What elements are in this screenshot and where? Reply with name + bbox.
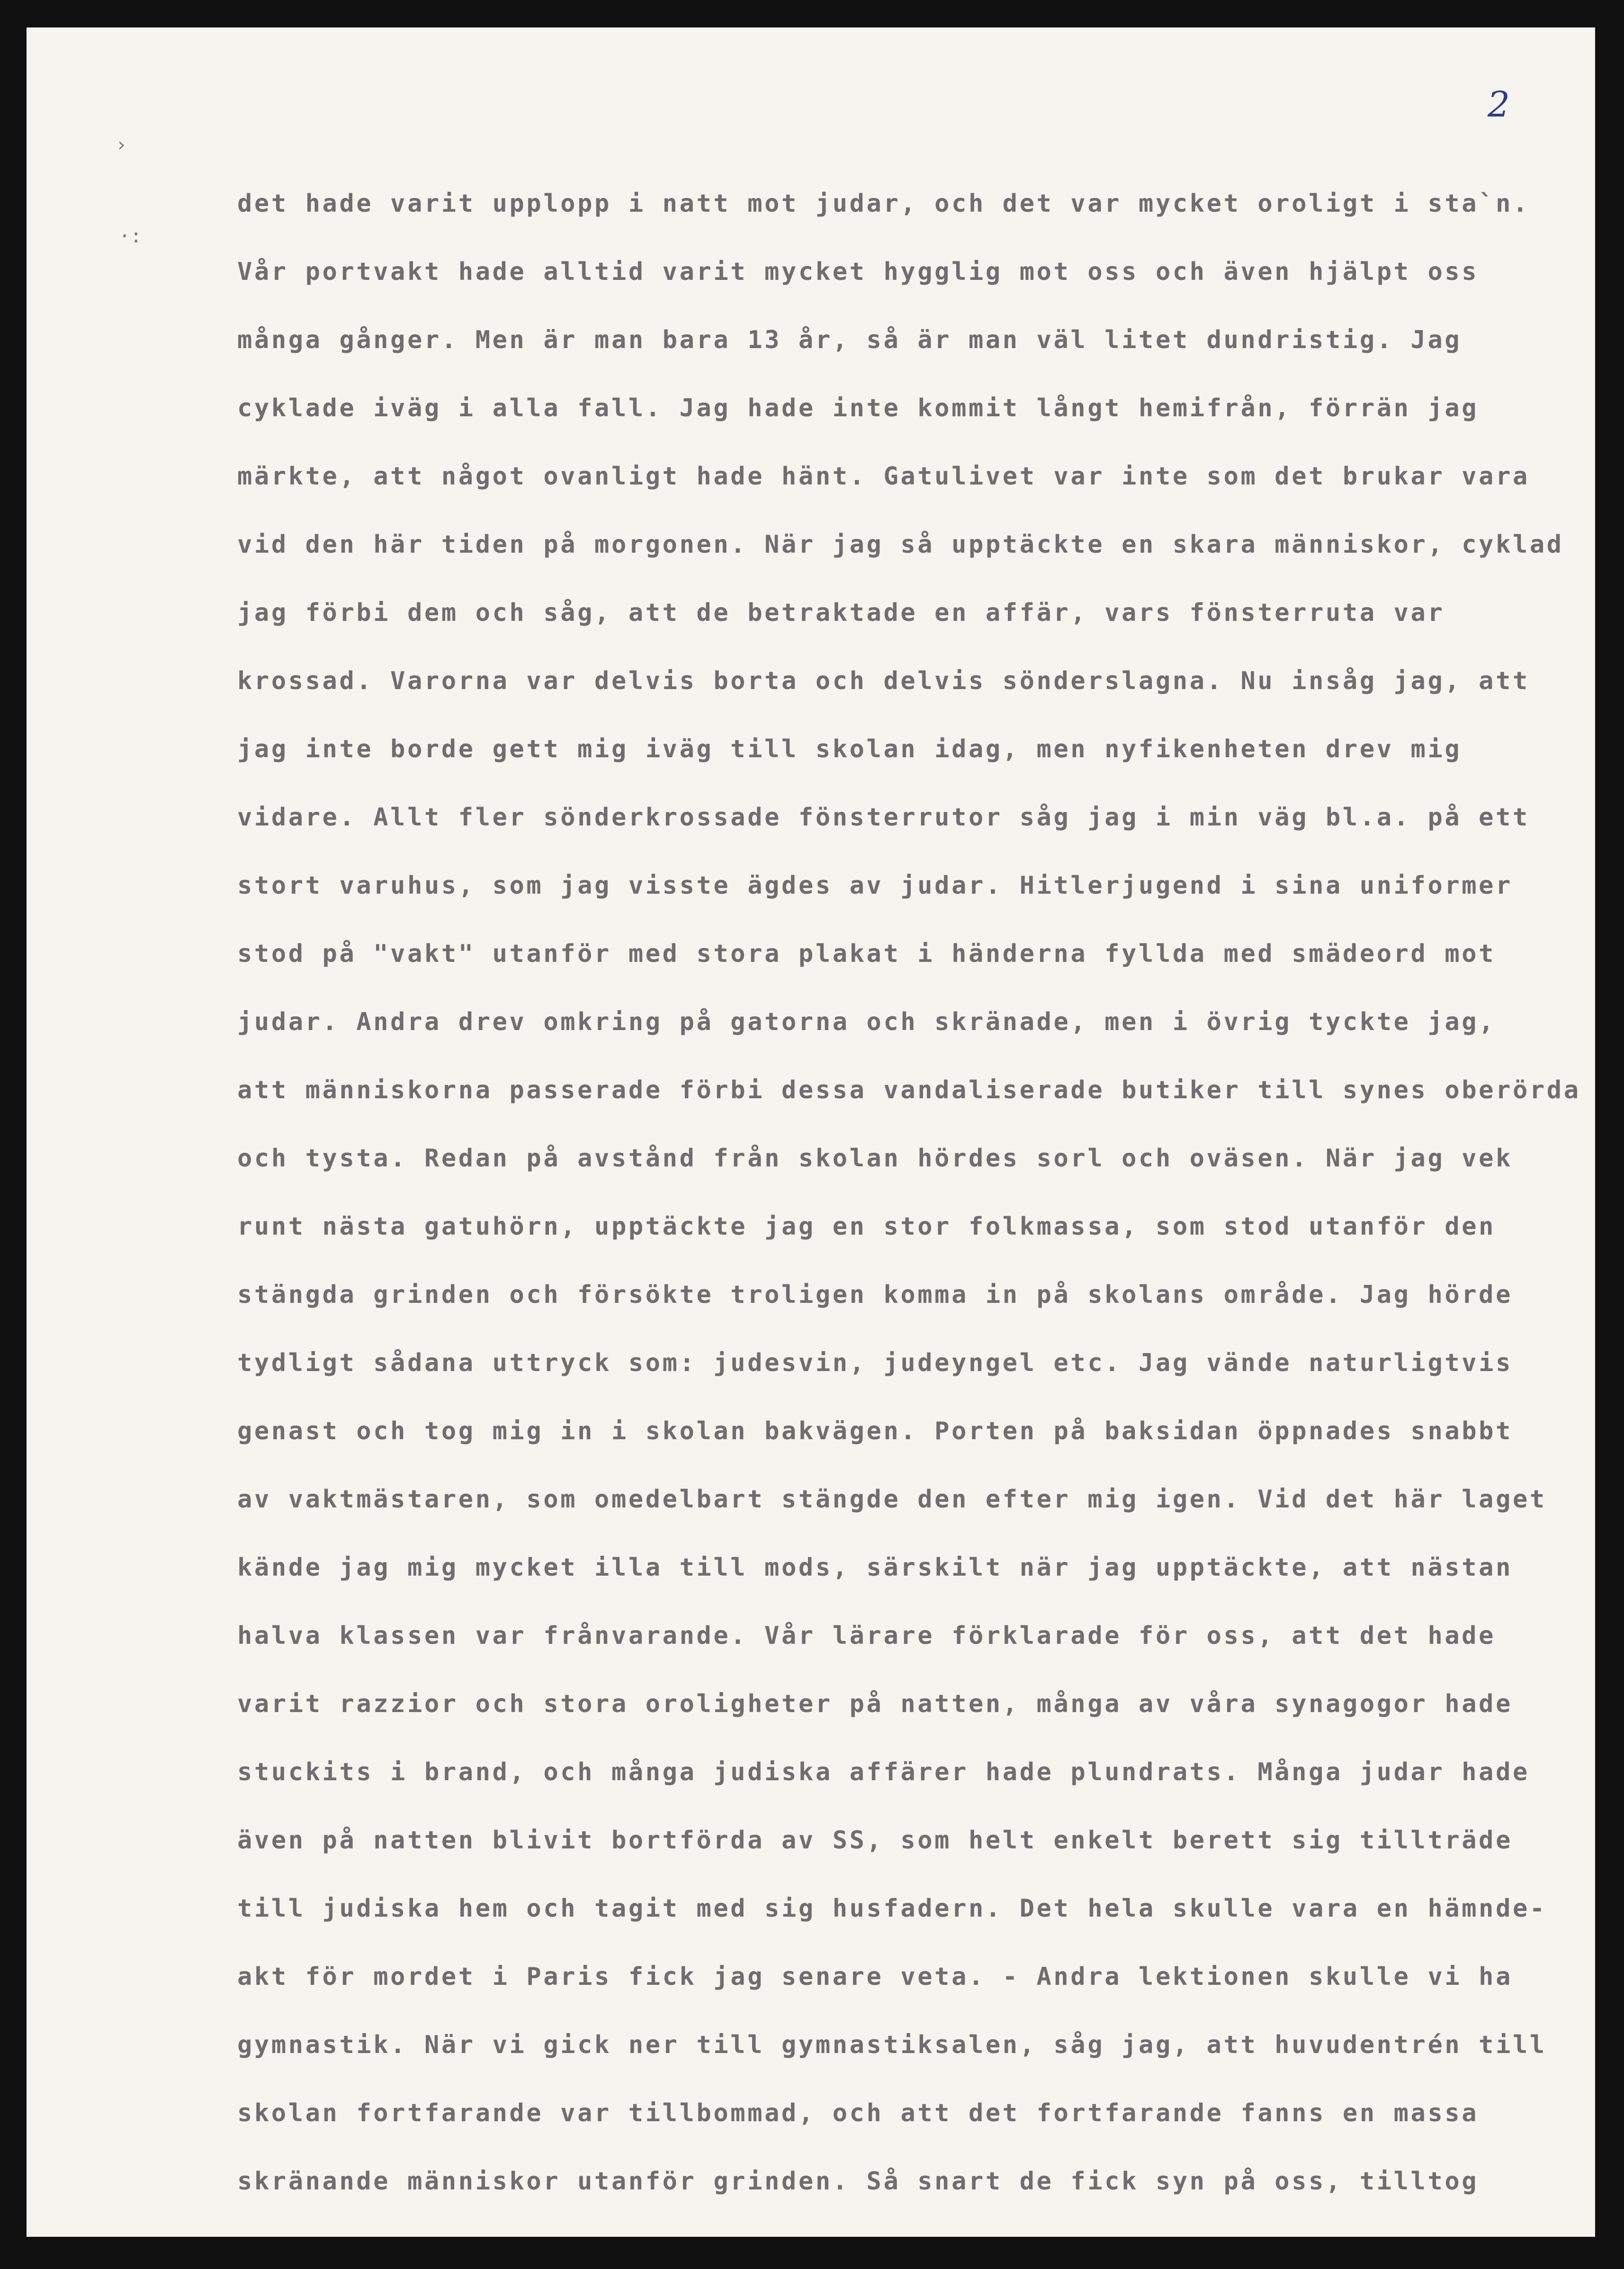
page-number: 2 xyxy=(1488,84,1510,125)
text-line: vid den här tiden på morgonen. När jag så upptäckte en skara människor, cyklad xyxy=(237,530,1564,559)
text-line: skränande människor utanför grinden. Så snart de fick syn på oss, tilltog xyxy=(237,2167,1479,2196)
typewritten-text xyxy=(237,170,1601,2215)
text-line: många gånger. Men är man bara 13 år, så är man väl litet dundristig. Jag xyxy=(237,326,1462,354)
text-line: till judiska hem och tagit med sig husfadern. Det hela skulle vara en hämnde- xyxy=(237,1894,1547,1923)
text-line: av vaktmästaren, som omedelbart stängde den efter mig igen. Vid det här laget xyxy=(237,1485,1547,1514)
text-line: skolan fortfarande var tillbommad, och att det fortfarande fanns en massa xyxy=(237,2099,1479,2127)
text-line: stuckits i brand, och många judiska affärer hade plundrats. Många judar hade xyxy=(237,1758,1530,1786)
text-line: cyklade iväg i alla fall. Jag hade inte kommit långt hemifrån, förrän jag xyxy=(237,394,1479,422)
text-line: runt nästa gatuhörn, upptäckte jag en stor folkmassa, som stod utanför den xyxy=(237,1212,1496,1241)
text-line: och tysta. Redan på avstånd från skolan hördes sorl och oväsen. När jag vek xyxy=(237,1144,1513,1173)
text-line: varit razzior och stora oroligheter på natten, många av våra synagogor hade xyxy=(237,1690,1513,1718)
margin-mark: › xyxy=(116,134,127,156)
text-line: halva klassen var frånvarande. Vår lärare förklarade för oss, att det hade xyxy=(237,1622,1496,1650)
text-line: märkte, att något ovanligt hade hänt. Gatulivet var inte som det brukar vara xyxy=(237,462,1530,491)
document-page xyxy=(27,27,1595,2237)
text-line: kände jag mig mycket illa till mods, särskilt när jag upptäckte, att nästan xyxy=(237,1553,1513,1582)
text-line: jag inte borde gett mig iväg till skolan idag, men nyfikenheten drev mig xyxy=(237,735,1462,763)
text-line: att människorna passerade förbi dessa vandaliserade butiker till synes oberörda xyxy=(237,1076,1581,1104)
text-line: genast och tog mig in i skolan bakvägen. Porten på baksidan öppnades snabbt xyxy=(237,1417,1513,1445)
text-line: stod på "vakt" utanför med stora plakat i händerna fyllda med smädeord mot xyxy=(237,940,1496,968)
text-line: akt för mordet i Paris fick jag senare veta. - Andra lektionen skulle vi ha xyxy=(237,1963,1513,1991)
text-line: stängda grinden och försökte troligen komma in på skolans område. Jag hörde xyxy=(237,1281,1513,1309)
text-line: jag förbi dem och såg, att de betraktade en affär, vars fönsterruta var xyxy=(237,599,1445,627)
text-line: judar. Andra drev omkring på gatorna och skränade, men i övrig tyckte jag, xyxy=(237,1008,1496,1036)
margin-mark: ·: xyxy=(119,225,142,247)
text-line: tydligt sådana uttryck som: judesvin, judeyngel etc. Jag vände naturligtvis xyxy=(237,1349,1513,1377)
text-line: även på natten blivit bortförda av SS, som helt enkelt berett sig tillträde xyxy=(237,1826,1513,1855)
text-line: krossad. Varorna var delvis borta och delvis sönderslagna. Nu insåg jag, att xyxy=(237,667,1530,695)
text-line: Vår portvakt hade alltid varit mycket hygglig mot oss och även hjälpt oss xyxy=(237,258,1479,286)
text-line: det hade varit upplopp i natt mot judar, och det var mycket oroligt i sta`n. xyxy=(237,189,1530,218)
text-line: stort varuhus, som jag visste ägdes av judar. Hitlerjugend i sina uniformer xyxy=(237,871,1513,900)
text-line: vidare. Allt fler sönderkrossade fönsterrutor såg jag i min väg bl.a. på ett xyxy=(237,803,1530,832)
text-line: gymnastik. När vi gick ner till gymnastiksalen, såg jag, att huvudentrén till xyxy=(237,2031,1547,2059)
